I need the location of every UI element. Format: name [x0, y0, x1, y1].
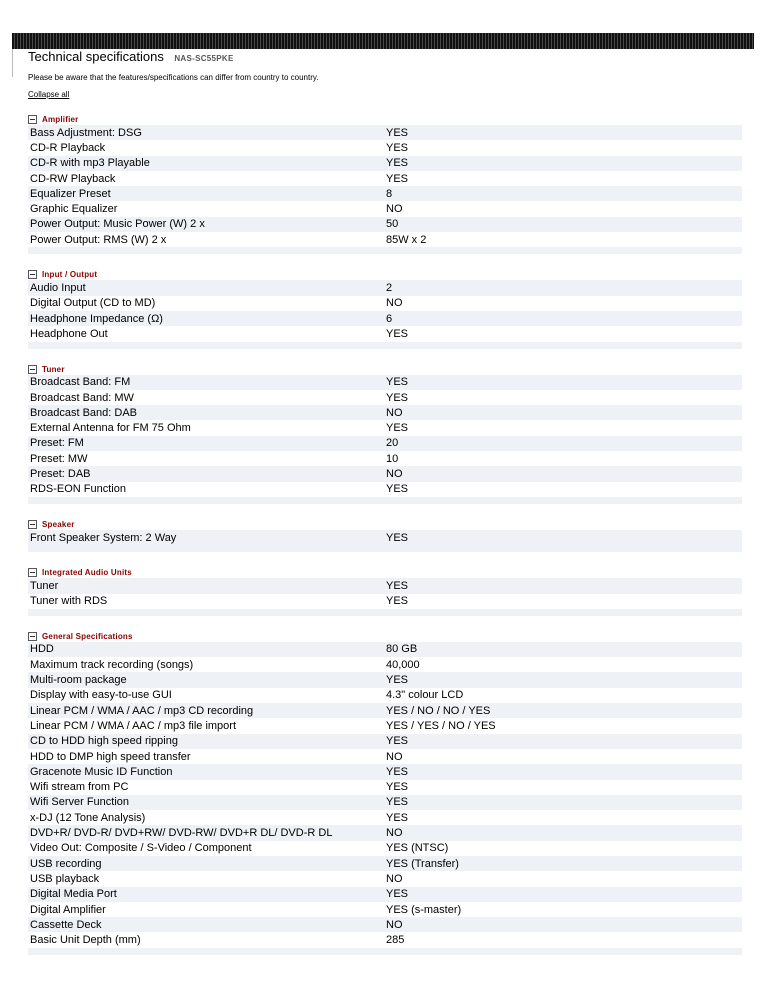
table-row — [28, 887, 742, 902]
spec-value: YES / YES / NO / YES — [386, 719, 496, 732]
table-row — [28, 390, 742, 405]
table-row — [28, 657, 742, 672]
table-row — [28, 841, 742, 856]
section-title: Amplifier — [42, 115, 79, 124]
spec-value: YES (s-master) — [386, 903, 462, 916]
spec-label: CD-RW Playback — [30, 172, 116, 185]
table-row — [28, 749, 742, 764]
section-header[interactable] — [28, 567, 742, 578]
spec-value: YES / NO / NO / YES — [386, 704, 491, 717]
table-row — [28, 871, 742, 886]
spec-value: YES (NTSC) — [386, 842, 449, 855]
spec-section — [28, 364, 742, 519]
section-title: Speaker — [42, 519, 75, 529]
spec-value: 85W x 2 — [386, 233, 427, 246]
spec-value: NO — [386, 918, 403, 931]
spec-value: NO — [386, 750, 403, 763]
table-row — [28, 530, 742, 545]
table-row — [28, 578, 742, 593]
table-row — [28, 201, 742, 216]
spec-value: YES — [386, 765, 409, 778]
section-gap — [28, 254, 742, 269]
spec-label: Graphic Equalizer — [30, 203, 118, 216]
spec-value: 40,000 — [386, 658, 420, 671]
table-row — [28, 326, 742, 341]
table-row — [28, 642, 742, 657]
section-header[interactable] — [28, 269, 742, 280]
page-title-text: Technical specifications — [28, 49, 164, 64]
table-row — [28, 140, 742, 155]
spec-section — [28, 631, 742, 955]
table-row — [28, 436, 742, 451]
table-row — [28, 217, 742, 232]
spec-table — [28, 125, 742, 247]
table-row — [28, 311, 742, 326]
spec-label: Digital Media Port — [30, 888, 117, 901]
spec-label: CD-R with mp3 Playable — [30, 157, 150, 170]
table-row — [28, 810, 742, 825]
spec-label: Digital Output (CD to MD) — [30, 297, 156, 310]
spec-label: Display with easy-to-use GUI — [30, 689, 172, 702]
spec-value: YES — [386, 483, 409, 496]
section-gap — [28, 552, 742, 567]
table-row — [28, 171, 742, 186]
table-row — [28, 156, 742, 171]
spec-label: Audio Input — [30, 282, 86, 295]
page-title — [28, 48, 234, 66]
table-row — [28, 764, 742, 779]
spec-value: YES — [386, 579, 409, 592]
spec-value: 2 — [386, 282, 393, 295]
spec-section — [28, 269, 742, 363]
spec-label: HDD to DMP high speed transfer — [30, 750, 191, 763]
disclaimer-note: Please be aware that the features/specifications can differ from country to country. — [28, 73, 319, 82]
spec-table — [28, 280, 742, 341]
spec-label: Multi-room package — [30, 674, 127, 687]
table-row — [28, 482, 742, 497]
spec-label: Basic Unit Depth (mm) — [30, 934, 141, 947]
divider — [12, 49, 13, 77]
spec-value: 80 GB — [386, 643, 418, 656]
spec-label: USB playback — [30, 872, 100, 885]
table-row — [28, 296, 742, 311]
spec-label: Preset: DAB — [30, 467, 91, 480]
spec-value: YES — [386, 141, 409, 154]
spec-label: Cassette Deck — [30, 918, 102, 931]
spec-value: 4.3" colour LCD — [386, 689, 464, 702]
spec-value: YES — [386, 327, 409, 340]
collapse-icon[interactable] — [28, 365, 37, 374]
spec-label: Broadcast Band: FM — [30, 376, 131, 389]
table-row — [28, 420, 742, 435]
spec-label: Maximum track recording (songs) — [30, 658, 194, 671]
section-gap — [28, 616, 742, 631]
spec-label: RDS-EON Function — [30, 483, 126, 496]
section-footer — [28, 247, 742, 254]
spec-label: CD-R Playback — [30, 141, 106, 154]
section-header[interactable] — [28, 519, 742, 530]
table-row — [28, 780, 742, 795]
spec-value: 6 — [386, 312, 393, 325]
table-row — [28, 688, 742, 703]
spec-label: Wifi stream from PC — [30, 781, 129, 794]
spec-label: Power Output: Music Power (W) 2 x — [30, 218, 205, 231]
section-title: Tuner — [42, 364, 65, 374]
table-row — [28, 917, 742, 932]
section-footer — [28, 609, 742, 616]
spec-label: Tuner — [30, 579, 59, 592]
spec-label: Video Out: Composite / S-Video / Component — [30, 842, 252, 855]
table-row — [28, 825, 742, 840]
section-footer — [28, 545, 742, 552]
spec-value: YES — [386, 126, 409, 139]
table-row — [28, 594, 742, 609]
table-row — [28, 125, 742, 140]
spec-value: YES — [386, 674, 409, 687]
table-row — [28, 375, 742, 390]
section-title: Integrated Audio Units — [42, 568, 132, 578]
spec-label: HDD — [30, 643, 54, 656]
spec-value: YES — [386, 811, 409, 824]
spec-value: NO — [386, 297, 403, 310]
spec-label: Tuner with RDS — [30, 595, 108, 608]
spec-value: 20 — [386, 437, 399, 450]
table-row — [28, 186, 742, 201]
spec-label: Linear PCM / WMA / AAC / mp3 CD recording — [30, 704, 254, 717]
table-row — [28, 856, 742, 871]
spec-label: Gracenote Music ID Function — [30, 765, 173, 778]
section-header[interactable] — [28, 631, 742, 642]
collapse-icon[interactable] — [28, 520, 37, 529]
table-row — [28, 466, 742, 481]
spec-label: Equalizer Preset — [30, 187, 111, 200]
spec-value: YES — [386, 781, 409, 794]
spec-value: YES — [386, 531, 409, 544]
spec-section — [28, 114, 742, 269]
spec-value: YES — [386, 796, 409, 809]
spec-label: x-DJ (12 Tone Analysis) — [30, 811, 146, 824]
table-row — [28, 280, 742, 295]
collapse-icon[interactable] — [28, 632, 37, 641]
section-header[interactable] — [28, 114, 742, 125]
table-row — [28, 232, 742, 247]
spec-value: 285 — [386, 934, 405, 947]
section-gap — [28, 504, 742, 519]
spec-table — [28, 642, 742, 948]
spec-value: 50 — [386, 218, 399, 231]
spec-label: Bass Adjustment: DSG — [30, 126, 142, 139]
spec-value: NO — [386, 872, 403, 885]
spec-label: Wifi Server Function — [30, 796, 130, 809]
spec-value: NO — [386, 467, 403, 480]
spec-label: USB recording — [30, 857, 102, 870]
table-row — [28, 902, 742, 917]
spec-label: CD to HDD high speed ripping — [30, 735, 178, 748]
section-title: General Specifications — [42, 631, 133, 641]
spec-value: NO — [386, 827, 403, 840]
collapse-icon[interactable] — [28, 270, 37, 279]
spec-section — [28, 519, 742, 567]
collapse-icon[interactable] — [28, 568, 37, 577]
spec-value: YES — [386, 376, 409, 389]
spec-table — [28, 530, 742, 545]
spec-value: YES — [386, 172, 409, 185]
spec-value: NO — [386, 406, 403, 419]
section-header[interactable] — [28, 364, 742, 375]
collapse-icon[interactable] — [28, 115, 37, 124]
spec-label: DVD+R/ DVD-R/ DVD+RW/ DVD-RW/ DVD+R DL/ DVD-R DL — [30, 827, 333, 840]
table-row — [28, 451, 742, 466]
section-footer — [28, 342, 742, 349]
spec-label: Broadcast Band: MW — [30, 391, 134, 404]
table-row — [28, 734, 742, 749]
spec-label: Digital Amplifier — [30, 903, 106, 916]
spec-value: YES — [386, 595, 409, 608]
spec-value: NO — [386, 203, 403, 216]
spec-value: YES (Transfer) — [386, 857, 459, 870]
spec-label: Broadcast Band: DAB — [30, 406, 138, 419]
table-row — [28, 672, 742, 687]
table-row — [28, 405, 742, 420]
spec-label: External Antenna for FM 75 Ohm — [30, 422, 191, 435]
model-number: NAS-SC55PKE — [174, 54, 234, 63]
table-row — [28, 718, 742, 733]
spec-table — [28, 578, 742, 609]
spec-label: Power Output: RMS (W) 2 x — [30, 233, 167, 246]
spec-label: Headphone Out — [30, 327, 108, 340]
specifications-list — [28, 114, 742, 955]
section-footer — [28, 948, 742, 955]
spec-table — [28, 375, 742, 497]
header-bar — [12, 33, 754, 49]
table-row — [28, 932, 742, 947]
spec-value: YES — [386, 157, 409, 170]
table-row — [28, 703, 742, 718]
collapse-all-link[interactable]: Collapse all — [28, 90, 70, 99]
table-row — [28, 795, 742, 810]
spec-value: YES — [386, 422, 409, 435]
spec-value: 8 — [386, 187, 393, 200]
spec-label: Headphone Impedance (Ω) — [30, 312, 163, 325]
spec-label: Linear PCM / WMA / AAC / mp3 file import — [30, 719, 237, 732]
spec-value: YES — [386, 888, 409, 901]
spec-section — [28, 567, 742, 631]
spec-label: Front Speaker System: 2 Way — [30, 531, 177, 544]
spec-value: YES — [386, 735, 409, 748]
section-title: Input / Output — [42, 270, 98, 280]
section-footer — [28, 497, 742, 504]
spec-label: Preset: FM — [30, 437, 84, 450]
section-gap — [28, 349, 742, 364]
spec-value: YES — [386, 391, 409, 404]
spec-value: 10 — [386, 452, 399, 465]
spec-label: Preset: MW — [30, 452, 88, 465]
